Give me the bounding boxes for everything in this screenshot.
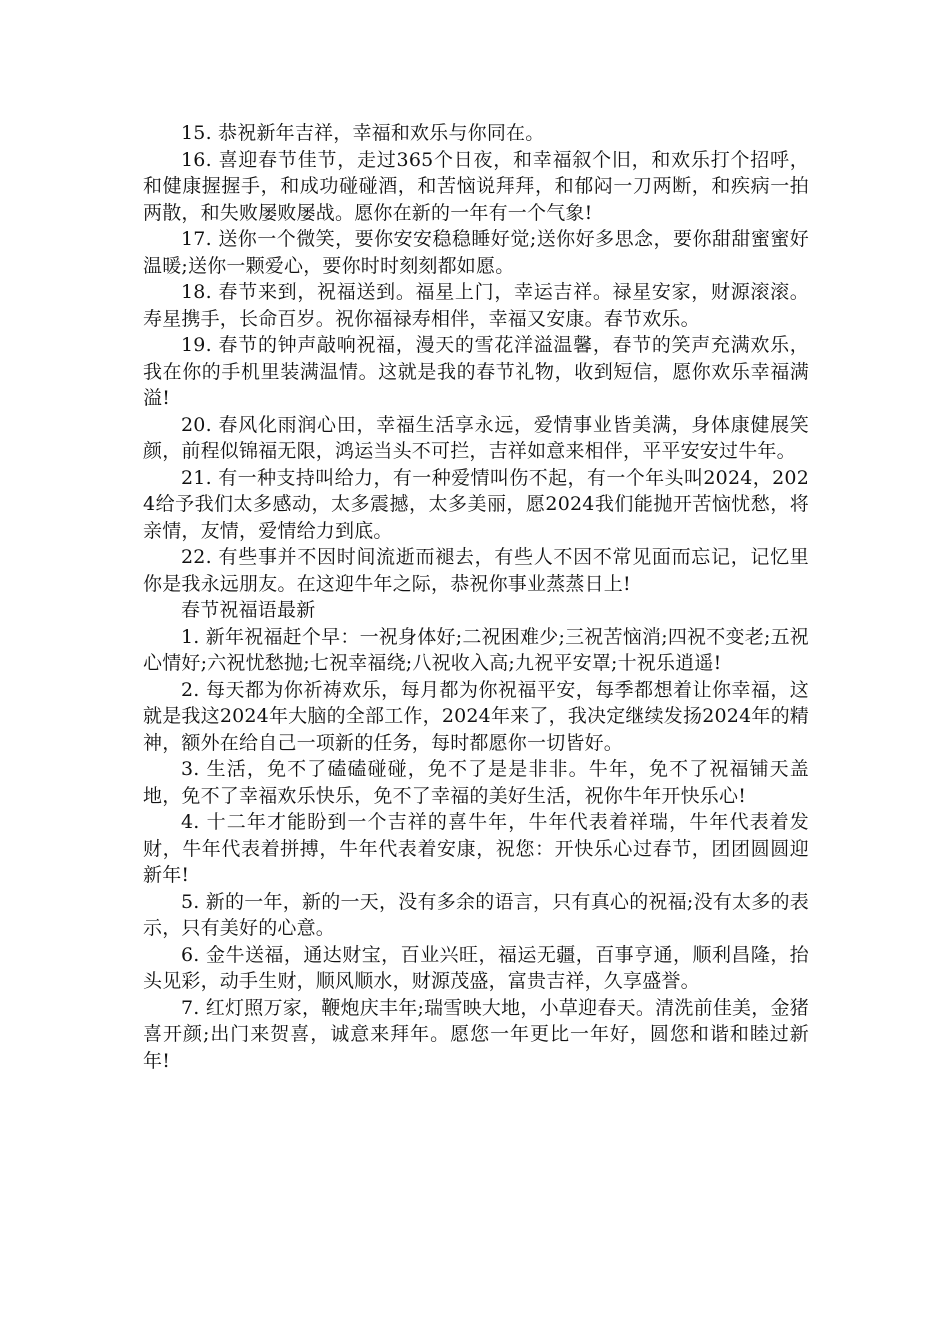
paragraph-15: 15. 恭祝新年吉祥，幸福和欢乐与你同在。: [181, 122, 545, 144]
paragraph-2: 2. 每天都为你祈祷欢乐，每月都为你祝福平安，每季都想着让你幸福，这就是我这2024年大脑的全部工作，2024年来了，我决定继续发扬2024年的精神，额外在给自己一项新的任务，每时都愿你一切皆好。: [143, 678, 809, 754]
paragraph-22: 22. 有些事并不因时间流逝而褪去，有些人不因不常见面而忘记，记忆里你是我永远朋友。在这迎牛年之际，恭祝你事业蒸蒸日上!: [143, 546, 809, 595]
paragraph-3: 3. 生活，免不了磕磕碰碰，免不了是是非非。牛年，免不了祝福铺天盖地，免不了幸福欢乐快乐，免不了幸福的美好生活，祝你牛年开快乐心!: [143, 758, 809, 807]
document-body: [143, 120, 809, 1074]
paragraph-16: 16. 喜迎春节佳节，走过365个日夜，和幸福叙个旧，和欢乐打个招呼，和健康握握手，和成功碰碰酒，和苦恼说拜拜，和郁闷一刀两断，和疾病一拍两散，和失败屡败屡战。愿你在新的一年有一个气象!: [143, 148, 809, 224]
section-heading: 春节祝福语最新: [181, 599, 316, 621]
paragraph-17: 17. 送你一个微笑，要你安安稳稳睡好觉;送你好多思念，要你甜甜蜜蜜好温暖;送你一颗爱心，要你时时刻刻都如愿。: [143, 228, 809, 277]
paragraph-5: 5. 新的一年，新的一天，没有多余的语言，只有真心的祝福;没有太多的表示，只有美好的心意。: [143, 890, 809, 939]
paragraph-4: 4. 十二年才能盼到一个吉祥的喜牛年，牛年代表着祥瑞，牛年代表着发财，牛年代表着拼搏，牛年代表着安康，祝您：开快乐心过春节，团团圆圆迎新年!: [143, 811, 809, 886]
paragraph-20: 20. 春风化雨润心田，幸福生活享永远，爱情事业皆美满，身体康健展笑颜，前程似锦福无限，鸿运当头不可拦，吉祥如意来相伴，平平安安过牛年。: [143, 413, 809, 462]
paragraph-19: 19. 春节的钟声敲响祝福，漫天的雪花洋溢温馨，春节的笑声充满欢乐，我在你的手机里装满温情。这就是我的春节礼物，收到短信，愿你欢乐幸福满溢!: [143, 334, 809, 409]
paragraph-1: 1. 新年祝福赶个早：一祝身体好;二祝困难少;三祝苦恼消;四祝不变老;五祝心情好;六祝忧愁抛;七祝幸福绕;八祝收入高;九祝平安罩;十祝乐逍遥!: [143, 625, 809, 674]
paragraph-18: 18. 春节来到，祝福送到。福星上门，幸运吉祥。禄星安家，财源滚滚。寿星携手，长命百岁。祝你福禄寿相伴，幸福又安康。春节欢乐。: [143, 281, 809, 330]
paragraph-7: 7. 红灯照万家，鞭炮庆丰年;瑞雪映大地，小草迎春天。清洗前佳美，金猪喜开颜;出门来贺喜，诚意来拜年。愿您一年更比一年好，圆您和谐和睦过新年!: [143, 996, 809, 1072]
paragraph-21: 21. 有一种支持叫给力，有一种爱情叫伤不起，有一个年头叫2024，2024给予我们太多感动，太多震撼，太多美丽，愿2024我们能抛开苦恼忧愁，将亲情，友情，爱情给力到底。: [143, 466, 809, 542]
paragraph-6: 6. 金牛送福，通达财宝，百业兴旺，福运无疆，百事亨通，顺利昌隆，抬头见彩，动手生财，顺风顺水，财源茂盛，富贵吉祥，久享盛誉。: [143, 943, 809, 992]
